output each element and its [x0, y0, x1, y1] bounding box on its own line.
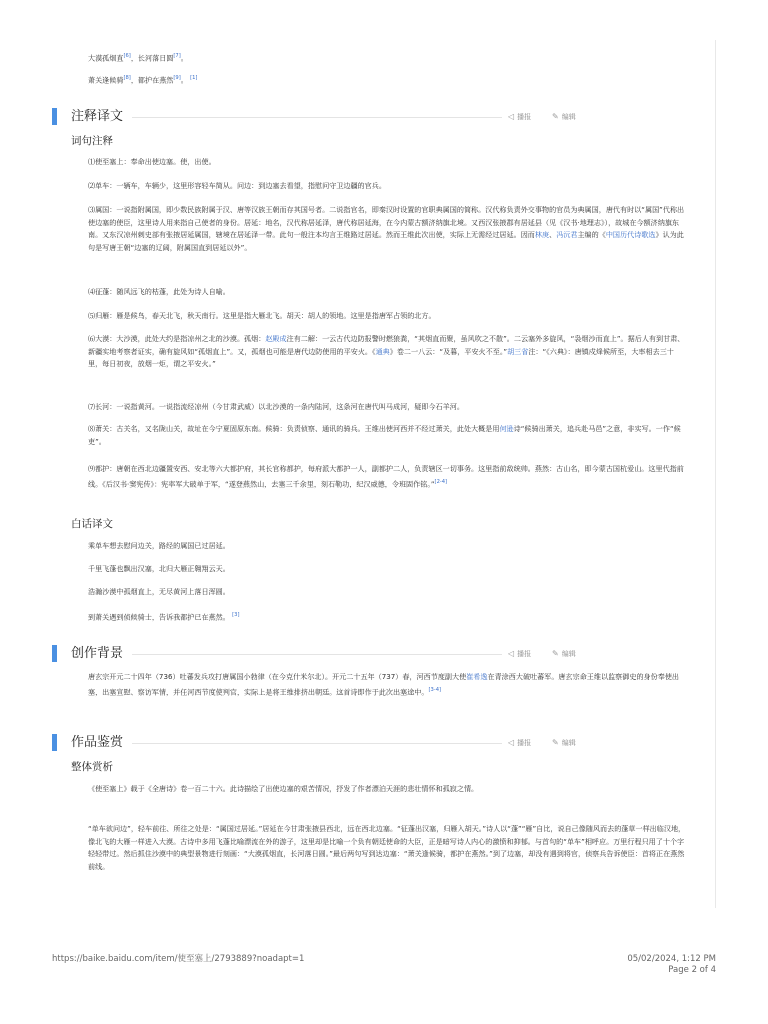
note-item: ⑸归雁：雁是候鸟，春天北飞，秋天南行。这里是指大雁北飞。胡天：胡人的领地。这里是指唐军占领的北方。	[88, 311, 436, 320]
link[interactable]: 胡三省	[507, 346, 529, 356]
translation-line: 到萧关遇到侦候骑士，告诉我都护已在燕然。 [3]	[88, 612, 240, 622]
footer-url: https://baike.baidu.com/item/使至塞上/2793889?noadapt=1	[52, 954, 305, 964]
subsection-title: 词句注释	[71, 135, 113, 147]
note-item: ⑹大漠：大沙漠，此处大约是指凉州之北的沙漠。孤烟：赵殿成注有二解：一云古代边防报警时燃狼粪，“其烟直而聚，虽风吹之不散”。二云塞外多旋风，“袅烟沙而直上”。据后人有到甘肃、新疆实地考察者证实，确有旋风如“孤烟直上”。又，孤烟也可能是唐代边防使用的平安火。《通典》卷二一八云：“及暮，平安火不至。”胡三省注：“《六典》：唐镇戍烽候所至，大率相去三十里，每日初夜，放烟一炬，谓之平安火。”	[88, 334, 685, 369]
footnote-ref[interactable]: [7]	[173, 53, 181, 59]
listen-button[interactable]: ◁ 播报	[508, 649, 532, 658]
footnote-ref[interactable]: [8]	[123, 75, 131, 81]
article-page	[52, 40, 716, 908]
edit-button[interactable]: ✎ 编辑	[552, 738, 576, 747]
listen-button[interactable]: ◁ 播报	[508, 738, 532, 747]
poem-line	[88, 50, 188, 65]
section-title: 作品鉴赏	[71, 735, 124, 750]
listen-button[interactable]: ◁ 播报	[508, 112, 532, 121]
citation-ref[interactable]: [3]	[232, 612, 240, 618]
divider	[132, 743, 502, 744]
poem-text: ，长河落日圆	[130, 53, 174, 63]
edit-button[interactable]: ✎ 编辑	[552, 649, 576, 658]
section-accent-bar	[52, 645, 57, 662]
subsection-title: 白话译文	[71, 518, 113, 530]
translation-line: 浩瀚沙漠中孤烟直上，无尽黄河上落日浑圆。	[88, 587, 230, 596]
footer-datetime: 05/02/2024, 1:12 PM	[627, 954, 716, 964]
section-header-background	[52, 644, 716, 664]
page-number: Page 2 of 4	[668, 965, 716, 975]
divider	[132, 654, 502, 655]
footer-meta	[627, 954, 716, 976]
pencil-icon: ✎	[552, 738, 559, 747]
paragraph: “单车欲问边”，轻车前往、所往之处是：“属国过居延。”居延在今甘肃张掖县西北，远在西北边塞。“征蓬出汉塞，归雁入胡天。”诗人以“蓬”“雁”自比，说自己像随风而去的蓬草一样出临汉地，像北飞的大雁一样进入大漠。古诗中多用飞蓬比喻漂流在外的游子，这里却是比喻一个负有朝廷使命的大臣，正是暗写诗人内心的激愤和抑郁。与首句的“单车”相呼应。万里行程只用了十个字轻轻带过。然后抓住沙漠中的典型景物进行刻画：“大漠孤烟直，长河落日圆。”最后两句写到达边塞：“萧关逢候骑，都护在燕然。”到了边塞，却没有遇到将官，侦察兵告诉使臣：首将正在燕然前线。	[88, 824, 686, 871]
speaker-icon: ◁	[508, 112, 515, 121]
note-item: ⑷征蓬：随风远飞的枯蓬，此处为诗人自喻。	[88, 287, 230, 296]
pencil-icon: ✎	[552, 649, 559, 658]
section-accent-bar	[52, 108, 57, 125]
footnote-ref[interactable]: [6]	[123, 53, 131, 59]
pencil-icon: ✎	[552, 112, 559, 121]
citation-ref[interactable]: [1]	[190, 75, 198, 81]
citation-ref[interactable]: [3-4]	[428, 686, 442, 693]
note-item: ⑻萧关：古关名，又名陇山关，故址在今宁夏固原东南。候骑：负责侦察、通讯的骑兵。王维出使河西并不经过萧关，此处大概是用何逊诗“候骑出萧关，追兵赴马邑”之意，非实写。一作“候吏”。	[88, 424, 681, 446]
section-title: 注释译文	[71, 109, 124, 124]
note-item: ⑺长河：一说指黄河。一说指流经凉州（今甘肃武威）以北沙漠的一条内陆河，这条河在唐代叫马成河，疑即今石羊河。	[88, 402, 464, 411]
paragraph: 《使至塞上》载于《全唐诗》卷一百二十六。此诗描绘了出使边塞的艰苦情况，抒发了作者漂泊天涯的悲壮情怀和孤寂之情。	[88, 784, 479, 793]
section-header-appreciation	[52, 733, 716, 753]
poem-text: 大漠孤烟直	[88, 53, 124, 63]
note-item: ⑴使至塞上：奉命出使边塞。使，出使。	[88, 157, 216, 166]
link[interactable]: 赵殿成	[265, 334, 287, 343]
link[interactable]: 崔希逸	[466, 672, 488, 681]
speaker-icon: ◁	[508, 738, 515, 747]
section-header-notes	[52, 107, 716, 127]
section-accent-bar	[52, 734, 57, 751]
poem-text: 萧关逢候骑	[88, 75, 124, 85]
note-item: ⑼都护：唐朝在西北边疆置安西、安北等六大都护府，其长官称都护，每府派大都护一人，副都护二人，负责辖区一切事务。这里指前敌统帅。燕然：古山名，即今蒙古国杭爱山。这里代指前线。《后汉书·窦宪传》：宪率军大破单于军，“遂登燕然山，去塞三千余里，刻石勒功，纪汉威德，令班固作铭。”[2-4]	[88, 464, 684, 488]
poem-text: ，都护在燕然	[130, 75, 174, 85]
poem-text: 。	[180, 75, 188, 85]
translation-line: 乘单车想去慰问边关，路经的属国已过居延。	[88, 541, 230, 550]
divider	[132, 117, 502, 118]
section-title: 创作背景	[71, 646, 124, 661]
paragraph: 唐玄宗开元二十四年（736）吐蕃发兵攻打唐属国小勃律（在今克什米尔北）。开元二十五年（737）春，河西节度副大使崔希逸在青涂西大破吐蕃军。唐玄宗命王维以监察御史的身份奉使出塞，出塞宣慰、察访军情，并任河西节度使判官，实际上是将王维排挤出朝廷。这首诗即作于此次出塞途中。[3-4]	[88, 672, 680, 696]
citation-ref[interactable]: [2-4]	[434, 478, 448, 485]
translation-line: 千里飞蓬也飘出汉塞，北归大雁正翱翔云天。	[88, 564, 230, 573]
link[interactable]: 林庚	[534, 230, 550, 240]
link[interactable]: 何逊	[499, 424, 514, 433]
link[interactable]: 通典	[375, 346, 390, 356]
speaker-icon: ◁	[508, 649, 515, 658]
note-item: ⑶属国：一说指附属国，即少数民族附属于汉、唐等汉族王朝而存其国号者。二说指官名，即秦汉时设置的官职典属国的简称。汉代称负责外交事物的官员为典属国，唐代有时以“属国”代称出使边塞的使臣，这里诗人用来指自己使者的身份。居延：地名，汉代称居延泽，唐代称居延海，在今内蒙古额济纳旗北境。又西汉张掖郡有居延县（见《汉书·地理志》），故城在今额济纳旗东南。又东汉凉州刺史部有张掖居延属国，辖境在居延泽一带。此句一般注本均言王维路过居延。然而王维此次出使，实际上无需经过居延。因而林庚、冯沅君主编的《中国历代诗歌选》认为此句是写唐王朝“边塞的辽阔，附属国直到居延以外”。	[88, 205, 685, 252]
link[interactable]: 冯沅君	[556, 230, 578, 240]
link[interactable]: 中国历代诗歌选	[605, 230, 656, 240]
footnote-ref[interactable]: [9]	[173, 75, 181, 81]
poem-line	[88, 72, 197, 87]
subsection-title: 整体赏析	[71, 761, 113, 773]
edit-button[interactable]: ✎ 编辑	[552, 112, 576, 121]
note-item: ⑵单车：一辆车，车辆少，这里形容轻车简从。问边：到边塞去看望，指慰问守卫边疆的官兵。	[88, 181, 386, 190]
poem-text: 。	[180, 53, 188, 63]
